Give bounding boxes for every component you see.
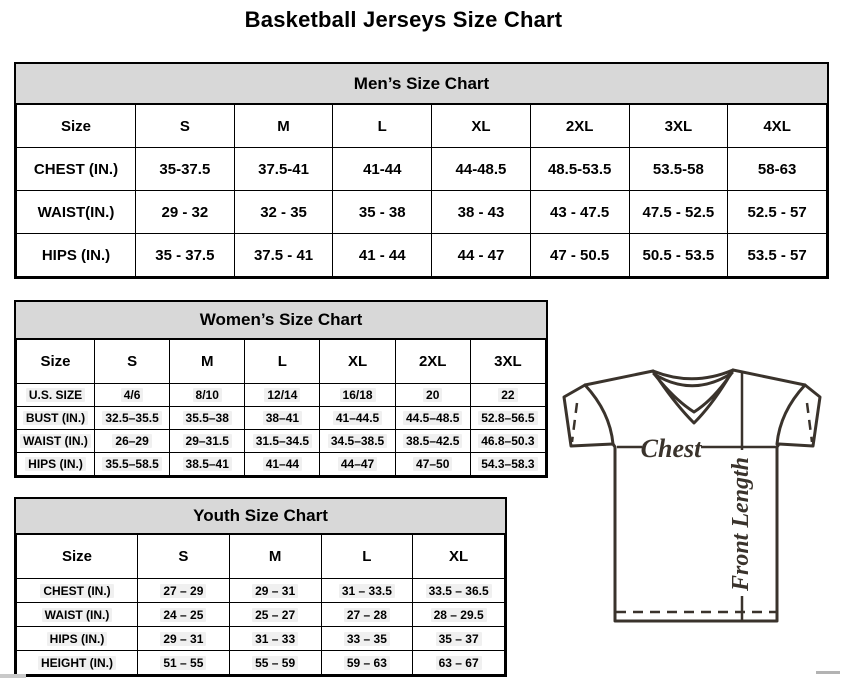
size-value-cell xyxy=(95,430,170,453)
column-header: 2XL xyxy=(395,340,470,384)
mens-size-table xyxy=(16,104,827,277)
column-header: L xyxy=(245,340,320,384)
size-value-text: 8/10 xyxy=(193,388,222,402)
table-row xyxy=(17,579,505,603)
size-value-text: 29 – 31 xyxy=(160,632,206,646)
size-value-text: 53.5 - 57 xyxy=(747,246,807,264)
size-value-cell xyxy=(136,234,235,277)
row-label xyxy=(17,384,95,407)
size-value-text: 38–41 xyxy=(263,411,302,425)
size-value-cell xyxy=(530,148,629,191)
bottom-left-fragment xyxy=(0,674,26,678)
size-value-text: 24 – 25 xyxy=(160,608,206,622)
row-label xyxy=(17,579,138,603)
size-value-cell xyxy=(320,453,395,476)
size-value-cell xyxy=(395,384,470,407)
size-value-cell xyxy=(245,430,320,453)
column-header: S xyxy=(138,535,230,579)
size-value-cell xyxy=(245,453,320,476)
size-value-cell xyxy=(138,651,230,675)
size-value-cell xyxy=(333,191,432,234)
size-value-cell xyxy=(470,384,545,407)
column-header: Size xyxy=(17,340,95,384)
size-value-text: 29–31.5 xyxy=(183,434,232,448)
size-value-text: 50.5 - 53.5 xyxy=(642,246,715,264)
size-value-text: 46.8–50.3 xyxy=(478,434,537,448)
column-header: XL xyxy=(432,105,531,148)
size-value-cell xyxy=(138,603,230,627)
size-value-text: 33.5 – 36.5 xyxy=(426,584,492,598)
size-value-cell xyxy=(170,430,245,453)
size-value-cell xyxy=(530,234,629,277)
column-header: M xyxy=(229,535,321,579)
table-row xyxy=(17,191,827,234)
column-header: 4XL xyxy=(728,105,827,148)
size-value-text: 52.5 - 57 xyxy=(747,203,807,221)
size-value-text: 26–29 xyxy=(112,434,151,448)
row-label xyxy=(17,148,136,191)
mens-chart-header: Men’s Size Chart xyxy=(16,64,827,104)
size-value-cell xyxy=(229,651,321,675)
womens-size-table xyxy=(16,339,546,476)
size-value-cell xyxy=(395,407,470,430)
column-header: 2XL xyxy=(530,105,629,148)
size-value-cell xyxy=(320,407,395,430)
size-value-text: 4/6 xyxy=(121,388,144,402)
row-label-text: HIPS (IN.) xyxy=(41,246,111,264)
row-label-text: HIPS (IN.) xyxy=(47,632,108,646)
size-value-cell xyxy=(136,148,235,191)
row-label-text: U.S. SIZE xyxy=(26,388,85,402)
column-header: XL xyxy=(320,340,395,384)
table-row xyxy=(17,384,546,407)
size-value-cell xyxy=(395,453,470,476)
column-header: 3XL xyxy=(629,105,728,148)
size-value-text: 29 – 31 xyxy=(252,584,298,598)
size-value-cell xyxy=(470,407,545,430)
size-value-text: 35 - 38 xyxy=(358,203,406,221)
size-value-cell xyxy=(136,191,235,234)
size-value-text: 44-48.5 xyxy=(455,160,507,178)
size-value-cell xyxy=(234,148,333,191)
size-value-text: 22 xyxy=(498,388,517,402)
size-value-text: 29 - 32 xyxy=(161,203,209,221)
size-value-text: 28 – 29.5 xyxy=(431,608,487,622)
size-value-text: 55 – 59 xyxy=(252,656,298,670)
jersey-collar-back-arcs xyxy=(653,370,733,386)
youth-size-table xyxy=(16,534,505,675)
size-value-text: 41 - 44 xyxy=(358,246,406,264)
row-label xyxy=(17,234,136,277)
size-value-cell xyxy=(321,579,413,603)
size-value-cell xyxy=(229,603,321,627)
size-value-text: 37.5-41 xyxy=(258,160,309,178)
size-value-text: 47.5 - 52.5 xyxy=(642,203,715,221)
size-value-text: 52.8–56.5 xyxy=(478,411,537,425)
column-header: 3XL xyxy=(470,340,545,384)
size-value-cell xyxy=(413,627,505,651)
size-value-text: 38 - 43 xyxy=(457,203,505,221)
size-value-cell xyxy=(170,384,245,407)
womens-header-row xyxy=(17,340,546,384)
size-value-text: 35.5–58.5 xyxy=(102,457,161,471)
size-value-cell xyxy=(432,234,531,277)
column-header: S xyxy=(95,340,170,384)
size-value-cell xyxy=(728,148,827,191)
size-value-cell xyxy=(234,234,333,277)
size-value-text: 27 – 29 xyxy=(160,584,206,598)
size-value-cell xyxy=(95,407,170,430)
size-value-text: 38.5–41 xyxy=(183,457,232,471)
size-value-cell xyxy=(138,627,230,651)
table-row xyxy=(17,234,827,277)
table-row xyxy=(17,603,505,627)
youth-chart-header: Youth Size Chart xyxy=(16,499,505,534)
row-label xyxy=(17,453,95,476)
size-value-cell xyxy=(320,430,395,453)
size-value-text: 27 – 28 xyxy=(344,608,390,622)
size-value-cell xyxy=(321,603,413,627)
size-value-cell xyxy=(333,148,432,191)
size-value-text: 37.5 - 41 xyxy=(253,246,314,264)
row-label-text: CHEST (IN.) xyxy=(40,584,113,598)
row-label-text: WAIST (IN.) xyxy=(42,608,113,622)
size-value-cell xyxy=(95,453,170,476)
row-label xyxy=(17,191,136,234)
row-label xyxy=(17,603,138,627)
size-value-cell xyxy=(95,384,170,407)
size-value-text: 38.5–42.5 xyxy=(403,434,462,448)
front-length-label: Front Length xyxy=(728,456,754,592)
size-value-cell xyxy=(629,148,728,191)
row-label-text: BUST (IN.) xyxy=(23,411,88,425)
column-header: Size xyxy=(17,535,138,579)
size-value-cell xyxy=(170,453,245,476)
youth-size-chart-section xyxy=(14,497,507,677)
table-row xyxy=(17,627,505,651)
size-value-text: 12/14 xyxy=(264,388,300,402)
size-value-text: 47 - 50.5 xyxy=(550,246,610,264)
column-header: S xyxy=(136,105,235,148)
jersey-measurement-diagram xyxy=(558,360,828,628)
size-value-text: 20 xyxy=(423,388,442,402)
size-value-text: 47–50 xyxy=(413,457,452,471)
size-value-cell xyxy=(413,579,505,603)
size-value-cell xyxy=(629,234,728,277)
size-value-text: 59 – 63 xyxy=(344,656,390,670)
size-value-cell xyxy=(432,191,531,234)
size-value-text: 31 – 33.5 xyxy=(339,584,395,598)
row-label-text: HIPS (IN.) xyxy=(25,457,86,471)
page-title: Basketball Jerseys Size Chart xyxy=(244,7,563,32)
size-value-cell xyxy=(170,407,245,430)
size-value-text: 25 – 27 xyxy=(252,608,298,622)
size-value-cell xyxy=(229,627,321,651)
size-value-text: 32.5–35.5 xyxy=(102,411,161,425)
table-row xyxy=(17,430,546,453)
size-value-text: 44–47 xyxy=(338,457,377,471)
size-value-text: 35 – 37 xyxy=(436,632,482,646)
size-value-text: 34.5–38.5 xyxy=(328,434,387,448)
size-value-text: 33 – 35 xyxy=(344,632,390,646)
size-value-text: 35-37.5 xyxy=(159,160,211,178)
youth-header-row xyxy=(17,535,505,579)
size-value-cell xyxy=(229,579,321,603)
size-value-cell xyxy=(530,191,629,234)
table-row xyxy=(17,651,505,675)
size-value-text: 43 - 47.5 xyxy=(550,203,610,221)
womens-size-chart-section xyxy=(14,300,548,478)
womens-chart-header: Women’s Size Chart xyxy=(16,302,546,339)
size-value-cell xyxy=(413,603,505,627)
size-value-cell xyxy=(245,384,320,407)
size-value-text: 41-44 xyxy=(363,160,402,178)
size-value-cell xyxy=(320,384,395,407)
size-value-cell xyxy=(432,148,531,191)
size-value-text: 44.5–48.5 xyxy=(403,411,462,425)
size-value-cell xyxy=(245,407,320,430)
size-value-cell xyxy=(234,191,333,234)
column-header: XL xyxy=(413,535,505,579)
row-label xyxy=(17,651,138,675)
size-value-text: 53.5-58 xyxy=(652,160,704,178)
mens-size-chart-section xyxy=(14,62,829,279)
size-value-text: 58-63 xyxy=(757,160,797,178)
column-header: Size xyxy=(17,105,136,148)
column-header: M xyxy=(234,105,333,148)
size-value-cell xyxy=(470,453,545,476)
size-value-cell xyxy=(321,627,413,651)
mens-header-row xyxy=(17,105,827,148)
column-header: L xyxy=(321,535,413,579)
size-value-text: 16/18 xyxy=(340,388,376,402)
size-value-cell xyxy=(395,430,470,453)
table-row xyxy=(17,407,546,430)
column-header: L xyxy=(333,105,432,148)
size-value-text: 41–44.5 xyxy=(333,411,382,425)
size-value-cell xyxy=(629,191,728,234)
table-row xyxy=(17,453,546,476)
size-value-text: 35.5–38 xyxy=(183,411,232,425)
row-label xyxy=(17,430,95,453)
size-value-cell xyxy=(321,651,413,675)
row-label-text: CHEST (IN.) xyxy=(33,160,119,178)
size-value-text: 31 – 33 xyxy=(252,632,298,646)
size-value-text: 48.5-53.5 xyxy=(547,160,612,178)
row-label-text: WAIST (IN.) xyxy=(20,434,91,448)
size-value-text: 63 – 67 xyxy=(436,656,482,670)
row-label xyxy=(17,407,95,430)
column-header: M xyxy=(170,340,245,384)
row-label-text: WAIST(IN.) xyxy=(37,203,115,221)
size-value-cell xyxy=(470,430,545,453)
size-value-cell xyxy=(728,234,827,277)
size-value-text: 32 - 35 xyxy=(260,203,307,221)
size-value-text: 35 - 37.5 xyxy=(155,246,215,264)
size-value-cell xyxy=(333,234,432,277)
chest-label: Chest xyxy=(640,434,702,463)
size-value-cell xyxy=(138,579,230,603)
size-value-text: 31.5–34.5 xyxy=(253,434,312,448)
row-label-text: HEIGHT (IN.) xyxy=(38,656,116,670)
table-row xyxy=(17,148,827,191)
size-value-text: 44 - 47 xyxy=(457,246,505,264)
size-value-text: 41–44 xyxy=(263,457,302,471)
size-value-cell xyxy=(413,651,505,675)
size-value-cell xyxy=(728,191,827,234)
size-value-text: 51 – 55 xyxy=(160,656,206,670)
size-value-text: 54.3–58.3 xyxy=(478,457,537,471)
row-label xyxy=(17,627,138,651)
bottom-right-fragment xyxy=(816,671,840,674)
